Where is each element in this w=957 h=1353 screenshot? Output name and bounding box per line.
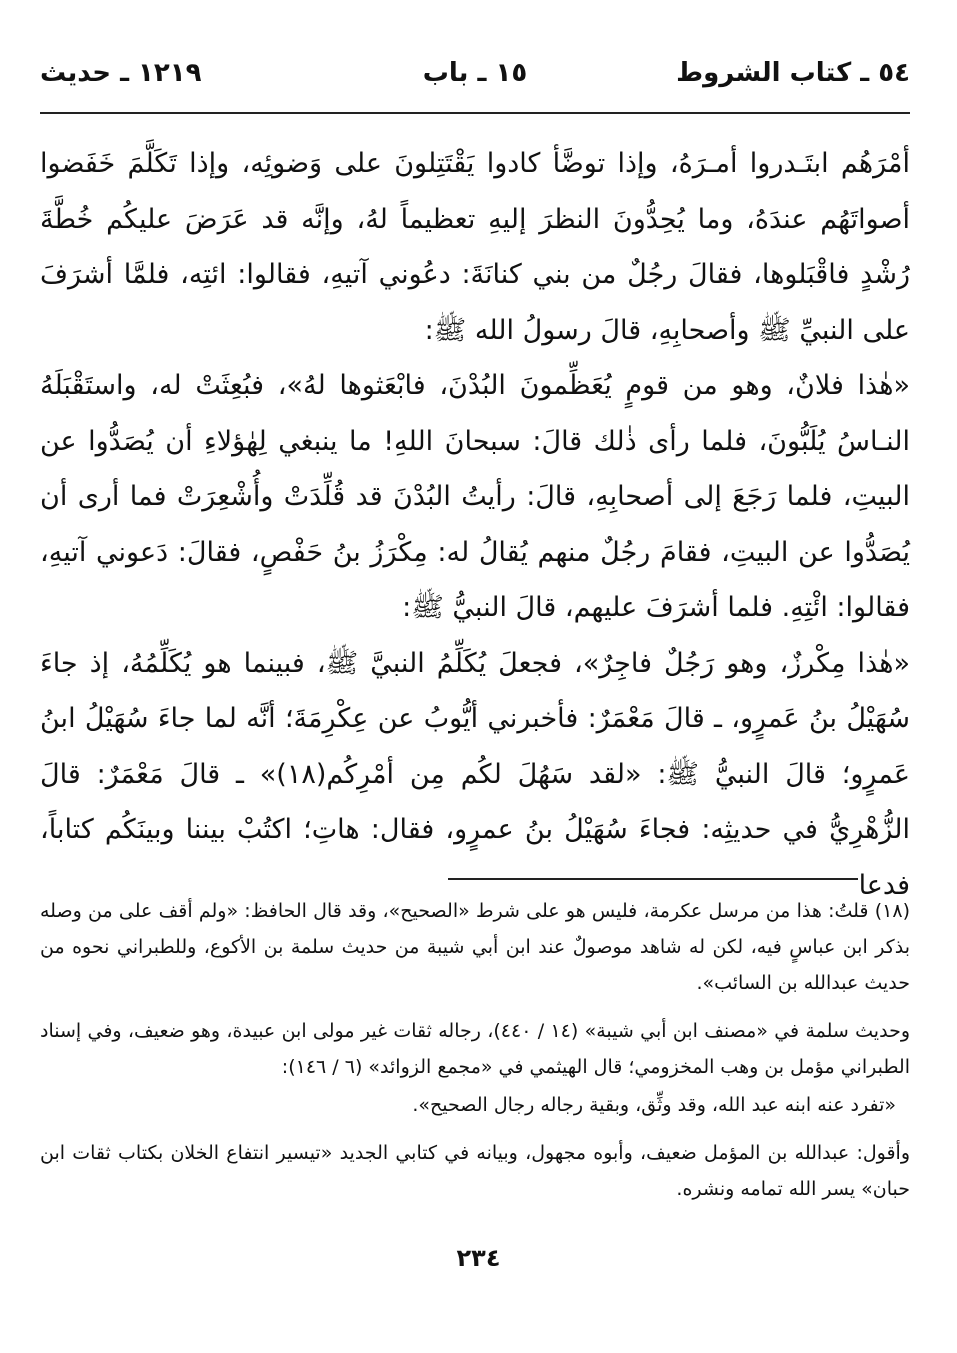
running-header: [40, 58, 910, 102]
footnote-divider: [448, 878, 858, 880]
footnote-18: (١٨) قلتُ: هذا من مرسل عكرمة، فليس هو على شرط «الصحيح»، وقد قال الحافظ: «ولم أقف على من وصله بذكر ابن عباسٍ فيه، لكن له شاهد موصولٌ عند ابن أبي شيبة من حديث سلمة بن الأكوع، وللطبراني نحوه من حديث عبدالله بن السائب».: [40, 900, 910, 994]
page-number: ٢٣٤: [456, 1244, 501, 1272]
main-paragraph-1: أمْرَهُم ابتَـدروا أمـرَهُ، وإذا توضَّأ كادوا يَقْتَتِلونَ على وَضوئِه، وإذا تَكَلَّمَ خَفَضوا أصواتَهُم عندَهُ، وما يُحِدُّونَ النظرَ إليهِ تعظيماً لهُ، وإنَّه قد عَرَضَ عليكُم خُطَّةَ رُشْدٍ فاقْبَلوها، فقالَ رجُلٌ من بني كنانَةَ: دعُوني آتيهِ، فقالوا: ائتِه، فلمَّا أشرَفَ على النبيِّ ﷺ وأصحابِهِ، قالَ رسولُ الله ﷺ:: [40, 148, 910, 346]
header-chapter: ١٥ ـ باب: [422, 58, 528, 88]
header-hadith-number: ١٢١٩ ـ حديث: [40, 58, 202, 88]
footnote-quote: «تفرد عنه ابنه عبد الله، وقد وثِّق، وبقية رجاله رجال الصحيح».: [412, 1094, 896, 1116]
header-divider: [40, 112, 910, 114]
main-text-body: [40, 136, 910, 913]
main-paragraph-2: «هٰذا فلانٌ، وهو من قومٍ يُعَظِّمونَ البُدْنَ، فابْعَثوها لهُ»، فبُعِثَتْ له، واستَقْبَلَهُ النـاسُ يُلَبُّونَ، فلما رأى ذٰلك قالَ: سبحانَ اللهِ! ما ينبغي لِهٰؤلاءِ أن يُصَدُّوا عن البيتِ، فلما رَجَعَ إلى أصحابِهِ، قالَ: رأيتُ البُدْنَ قد قُلِّدَتْ وأُشْعِرَتْ فما أرى أن يُصَدُّوا عن البيتِ، فقامَ رجُلٌ منهم يُقالُ له: مِكْرَزُ بنُ حَفْصٍ، فقالَ: دَعوني آتيهِ، فقالوا: ائْتِهِ. فلما أشرَفَ عليهم، قالَ النبيُّ ﷺ:: [40, 370, 910, 623]
footnote-paragraph-2: وحديث سلمة في «مصنف ابن أبي شيبة» (١٤ / ٤٤٠)، رجاله ثقات غير مولى ابن عبيدة، وهو ضعيف، وفي إسناد الطبراني مؤمل بن وهب المخزومي؛ قال الهيثمي في «مجمع الزوائد» (٦ / ١٤٦):: [40, 1020, 910, 1078]
footnotes-section: [40, 893, 910, 1219]
header-book-title: ٥٤ ـ كتاب الشروط: [676, 58, 910, 88]
main-paragraph-3: «هٰذا مِكْرزٌ، وهو رَجُلٌ فاجِرٌ»، فجعلَ يُكَلِّمُ النبيَّ ﷺ، فبينما هو يُكَلِّمُهُ، إذ جاءَ سُهَيْلُ بنُ عَمرٍو، ـ قالَ مَعْمَرٌ: فأخبرني أيُّوبُ عن عِكْرِمَةَ؛ أنَّه لما جاءَ سُهَيْلُ ابنُ عَمرٍو؛ قالَ النبيُّ ﷺ: «لقد سَهُلَ لكُم مِن أمْرِكُم(١٨)» ـ قالَ مَعْمَرٌ: قالَ الزُّهْرِيُّ في حديثِه: فجاءَ سُهَيْلُ بنُ عمرٍو، فقال: هاتِ؛ اكتُبْ بيننا وبينَكُم كتاباً، فدعا: [40, 647, 910, 901]
footnote-paragraph-4: وأقول: عبدالله بن المؤمل ضعيف، وأبوه مجهول، وبيانه في كتابي الجديد «تيسير انتفاع الخلان بكتاب ثقات ابن حبان» يسر الله تمامه ونشره.: [40, 1142, 910, 1200]
